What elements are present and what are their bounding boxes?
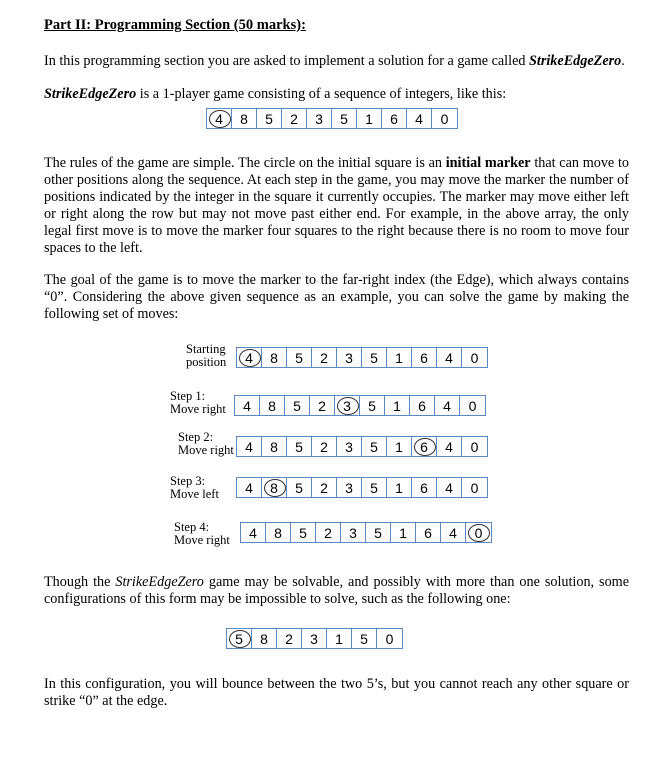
sequence-cell (362, 478, 387, 497)
cell-value: 0 (440, 110, 449, 127)
step-label (174, 521, 230, 547)
step-label-line1: Starting (186, 342, 226, 356)
marker-cell (262, 478, 287, 497)
cell-value: 2 (320, 349, 328, 366)
sequence-cell (377, 629, 402, 648)
step-label-line2: Move right (178, 443, 234, 457)
cell-value: 6 (420, 479, 428, 496)
cell-value: 1 (395, 479, 403, 496)
cell-value: 6 (420, 438, 428, 455)
cell-value: 3 (345, 479, 353, 496)
sequence-cell (257, 109, 282, 128)
sequence-cell (312, 478, 337, 497)
step-label-line1: Step 3: (170, 474, 206, 488)
cell-value: 1 (399, 524, 407, 541)
step-label-line1: Step 1: (170, 389, 206, 403)
cell-value: 4 (245, 438, 253, 455)
cell-value: 4 (245, 349, 253, 366)
step-sequence-strip (236, 436, 488, 457)
sequence-cell (237, 437, 262, 456)
step-label (186, 343, 226, 369)
sequence-cell (352, 629, 377, 648)
marker-cell (335, 396, 360, 415)
cell-value: 1 (335, 630, 343, 647)
cell-value: 2 (285, 630, 293, 647)
step-label (170, 475, 219, 501)
sequence-cell (412, 348, 437, 367)
step-label-line2: Move right (170, 402, 226, 416)
cell-value: 4 (245, 479, 253, 496)
closing-paragraph: In this configuration, you will bounce between the two 5’s, but you cannot reach any other square or strike “0” at the edge. (44, 676, 629, 709)
sequence-cell (277, 629, 302, 648)
marker-cell (207, 109, 232, 128)
sequence-cell (235, 396, 260, 415)
cell-value: 0 (470, 479, 479, 496)
cell-value: 4 (449, 524, 457, 541)
sequence-cell (462, 478, 487, 497)
cell-value: 5 (293, 397, 301, 414)
game-name: StrikeEdgeZero (115, 574, 204, 590)
cell-value: 5 (295, 479, 303, 496)
sequence-cell (232, 109, 257, 128)
sequence-cell (302, 629, 327, 648)
sequence-cell (241, 523, 266, 542)
though-text-2: game may be solvable, and possibly with more than one solution, some configurations of this form may be impossible to solve, such as the following one: (44, 574, 629, 607)
sequence-cell (360, 396, 385, 415)
cell-value: 5 (295, 349, 303, 366)
description-paragraph (44, 86, 629, 103)
cell-value: 3 (315, 110, 323, 127)
cell-value: 0 (470, 349, 479, 366)
cell-value: 8 (268, 397, 276, 414)
sequence-cell (337, 437, 362, 456)
cell-value: 3 (345, 349, 353, 366)
cell-value: 5 (295, 438, 303, 455)
though-text-1: Though the (44, 574, 116, 590)
cell-value: 6 (424, 524, 432, 541)
cell-value: 1 (395, 349, 403, 366)
cell-value: 5 (370, 479, 378, 496)
cell-value: 6 (420, 349, 428, 366)
cell-value: 0 (468, 397, 477, 414)
sequence-cell (337, 348, 362, 367)
sequence-cell (435, 396, 460, 415)
sequence-cell (437, 348, 462, 367)
step-label-line2: Move right (174, 533, 230, 547)
cell-value: 5 (265, 110, 273, 127)
cell-value: 6 (390, 110, 398, 127)
sequence-cell (391, 523, 416, 542)
impossible-sequence-strip (226, 628, 403, 649)
sequence-cell (382, 109, 407, 128)
cell-value: 8 (270, 479, 278, 496)
step-sequence-strip (236, 477, 488, 498)
cell-value: 3 (345, 438, 353, 455)
cell-value: 4 (415, 110, 423, 127)
sequence-cell (316, 523, 341, 542)
cell-value: 4 (445, 349, 453, 366)
sequence-strip (206, 108, 458, 129)
cell-value: 3 (310, 630, 318, 647)
sequence-cell (412, 478, 437, 497)
sequence-cell (437, 437, 462, 456)
sequence-cell (262, 348, 287, 367)
cell-value: 2 (318, 397, 326, 414)
step-label (178, 431, 234, 457)
cell-value: 1 (393, 397, 401, 414)
step-sequence-strip (234, 395, 486, 416)
sequence-cell (385, 396, 410, 415)
sequence-cell (337, 478, 362, 497)
cell-value: 5 (368, 397, 376, 414)
sequence-cell (260, 396, 285, 415)
cell-value: 1 (395, 438, 403, 455)
sequence-cell (407, 109, 432, 128)
cell-value: 5 (235, 630, 243, 647)
marker-cell (237, 348, 262, 367)
sequence-cell (291, 523, 316, 542)
cell-value: 4 (249, 524, 257, 541)
sequence-cell (362, 348, 387, 367)
sequence-cell (282, 109, 307, 128)
intro-text: In this programming section you are asked to implement a solution for a game called (44, 53, 530, 69)
cell-value: 5 (370, 438, 378, 455)
sequence-cell (266, 523, 291, 542)
sequence-cell (327, 629, 352, 648)
sequence-cell (341, 523, 366, 542)
description-text: is a 1-player game consisting of a sequence of integers, like this: (136, 86, 507, 102)
sequence-cell (252, 629, 277, 648)
sequence-cell (312, 348, 337, 367)
sequence-cell (332, 109, 357, 128)
cell-value: 8 (260, 630, 268, 647)
cell-value: 5 (370, 349, 378, 366)
marker-cell (227, 629, 252, 648)
cell-value: 2 (324, 524, 332, 541)
sequence-cell (387, 348, 412, 367)
cell-value: 2 (320, 438, 328, 455)
sequence-cell (312, 437, 337, 456)
sequence-cell (387, 478, 412, 497)
cell-value: 8 (274, 524, 282, 541)
game-name: StrikeEdgeZero (529, 53, 622, 69)
cell-value: 5 (374, 524, 382, 541)
cell-value: 4 (243, 397, 251, 414)
sequence-cell (287, 348, 312, 367)
cell-value: 4 (445, 438, 453, 455)
marker-cell (412, 437, 437, 456)
step-label-line1: Step 2: (178, 430, 214, 444)
cell-value: 8 (270, 438, 278, 455)
cell-value: 2 (320, 479, 328, 496)
cell-value: 0 (474, 524, 483, 541)
sequence-cell (262, 437, 287, 456)
cell-value: 4 (443, 397, 451, 414)
cell-value: 4 (215, 110, 223, 127)
sequence-cell (237, 478, 262, 497)
step-label-line2: position (186, 355, 227, 369)
cell-value: 1 (365, 110, 373, 127)
rules-paragraph (44, 155, 629, 257)
sequence-cell (287, 437, 312, 456)
cell-value: 0 (470, 438, 479, 455)
sequence-cell (387, 437, 412, 456)
step-label (170, 390, 226, 416)
sequence-cell (357, 109, 382, 128)
cell-value: 0 (385, 630, 394, 647)
sequence-cell (310, 396, 335, 415)
rules-text-1: The rules of the game are simple. The circle on the initial square is an (44, 155, 446, 171)
sequence-cell (307, 109, 332, 128)
marker-cell (466, 523, 491, 542)
cell-value: 3 (349, 524, 357, 541)
sequence-cell (287, 478, 312, 497)
cell-value: 8 (240, 110, 248, 127)
sequence-cell (462, 348, 487, 367)
sequence-cell (285, 396, 310, 415)
intro-paragraph (44, 53, 629, 70)
step-sequence-strip (236, 347, 488, 368)
cell-value: 3 (343, 397, 351, 414)
sequence-cell (366, 523, 391, 542)
sequence-cell (432, 109, 457, 128)
sequence-cell (460, 396, 485, 415)
rules-bold: initial marker (445, 155, 531, 171)
cell-value: 5 (340, 110, 348, 127)
sequence-cell (410, 396, 435, 415)
sequence-cell (441, 523, 466, 542)
sequence-cell (437, 478, 462, 497)
sequence-cell (462, 437, 487, 456)
goal-paragraph: The goal of the game is to move the marker to the far-right index (the Edge), which always contains “0”. Considering the above given sequence as an example, you can solve the game by making the following set of moves: (44, 272, 629, 322)
though-paragraph (44, 574, 629, 608)
step-label-line1: Step 4: (174, 520, 210, 534)
step-sequence-strip (240, 522, 492, 543)
cell-value: 8 (270, 349, 278, 366)
cell-value: 2 (290, 110, 298, 127)
page-title: Part II: Programming Section (50 marks): (44, 17, 306, 33)
game-name: StrikeEdgeZero (44, 86, 137, 102)
sequence-cell (416, 523, 441, 542)
cell-value: 6 (418, 397, 426, 414)
cell-value: 5 (360, 630, 368, 647)
cell-value: 5 (299, 524, 307, 541)
cell-value: 4 (445, 479, 453, 496)
sequence-cell (362, 437, 387, 456)
rules-text-2: that can move to other positions along the sequence. At each step in the game, you may move the marker the number of positions indicated by the integer in the square it currently occupies. The marker may move either left or right along the row but may not move past either end. For example, in the above array, the only legal first move is to move the marker four squares to the right because there is no room to move four spaces to the left. (44, 155, 629, 256)
intro-end: . (621, 53, 625, 69)
step-label-line2: Move left (170, 487, 219, 501)
